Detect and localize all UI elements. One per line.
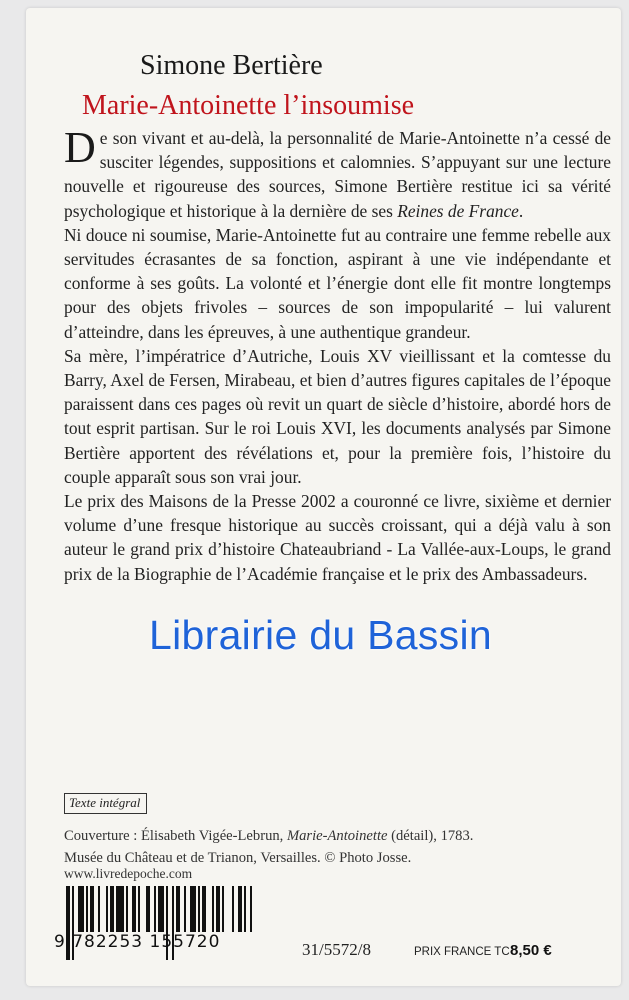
- book-title: Marie-Antoinette l’insoumise: [82, 90, 415, 121]
- barcode-bar: [250, 886, 252, 932]
- barcode-bar: [190, 886, 196, 932]
- barcode-bar: [154, 886, 156, 932]
- barcode-bar: [198, 886, 200, 932]
- blurb-paragraph-2: Ni douce ni soumise, Marie-Antoinette fut au contraire une femme rebelle aux servitudes écrasantes de sa fonction, aspirant à une vie indépendante et conforme à ses goûts. La volonté et l’énergie dont elle fit montre longtemps pour des objets frivoles – sources de son impopularité – lui valurent d’atteindre, dans les épreuves, à une authentique grandeur.: [64, 224, 611, 342]
- barcode-bar: [212, 886, 214, 932]
- barcode-bar: [90, 886, 94, 932]
- barcode-bar: [98, 886, 100, 932]
- series-title: Reines de France: [397, 200, 519, 221]
- barcode-bar: [232, 886, 234, 932]
- price-value: 8,50 €: [510, 942, 552, 959]
- credits-line-2: Musée du Château et de Trianon, Versailles. © Photo Josse.: [64, 850, 412, 866]
- credits-detail: (détail), 1783.: [387, 828, 474, 844]
- blurb-paragraph-1: [64, 123, 611, 223]
- barcode-bar: [184, 886, 186, 932]
- barcode-bar: [146, 886, 150, 932]
- barcode-bar: [78, 886, 84, 932]
- catalog-reference: 31/5572/8: [302, 940, 371, 959]
- barcode-bar: [176, 886, 180, 932]
- barcode-bar: [126, 886, 128, 932]
- barcode-bar: [244, 886, 246, 932]
- dropcap-letter: D: [64, 123, 96, 172]
- credits-artwork-title: Marie-Antoinette: [286, 828, 388, 844]
- barcode-bar: [138, 886, 140, 932]
- credits-artist: Couverture : Élisabeth Vigée-Lebrun,: [64, 828, 287, 844]
- bookshop-watermark: Librairie du Bassin: [149, 612, 492, 658]
- barcode-bar: [238, 886, 242, 932]
- barcode-bar: [202, 886, 206, 932]
- price-label: PRIX FRANCE TC: [414, 946, 510, 958]
- blurb: [64, 123, 611, 586]
- blurb-paragraph-3: Sa mère, l’impératrice d’Autriche, Louis XV vieillissant et la comtesse du Barry, Axel de Fersen, Mirabeau, et bien d’autres figures capitales de l’époque paraissent dans ces pages où revit un quart de siècle d’histoire, abordé hors de tout esprit partisan. Sur le roi Louis XVI, les documents analysés par Simone Bertière apportent des révélations et, pour la première fois, l’histoire du couple apparaît sous son vrai jour.: [64, 345, 611, 487]
- blurb-p1-end: .: [518, 200, 524, 221]
- barcode-bar: [158, 886, 164, 932]
- cover-credits: [64, 825, 604, 869]
- blurb-paragraph-4: Le prix des Maisons de la Presse 2002 a couronné ce livre, sixième et dernier volume d’une fresque historique au succès croissant, qui a déjà valu à son auteur le grand prix d’histoire Chateaubriand - La Vallée-aux-Loups, le grand prix de la Biographie de l’Académie française et le prix des Ambassadeurs.: [64, 491, 611, 584]
- edition-badge: Texte intégral: [64, 793, 147, 814]
- barcode-bar: [116, 886, 124, 932]
- credits-line-1: [64, 825, 604, 847]
- blurb-p1-text: e son vivant et au-delà, la personnalité de Marie-Antoinette n’a cessé de susciter légendes, suppositions et calomnies. S’appuyant sur une lecture nouvelle et rigoureuse des sources, Simone Bertière restitue ici sa vérité psychologique et historique à la dernière de ses: [64, 128, 611, 221]
- barcode-digits: 9 782253 155720: [54, 932, 221, 952]
- publisher-website[interactable]: www.livredepoche.com: [64, 866, 193, 881]
- barcode-bar: [110, 886, 114, 932]
- barcode-bar: [106, 886, 108, 932]
- barcode-bar: [86, 886, 88, 932]
- barcode-bar: [216, 886, 220, 932]
- barcode-bar: [132, 886, 136, 932]
- barcode-bar: [222, 886, 224, 932]
- author-name: Simone Bertière: [140, 50, 323, 81]
